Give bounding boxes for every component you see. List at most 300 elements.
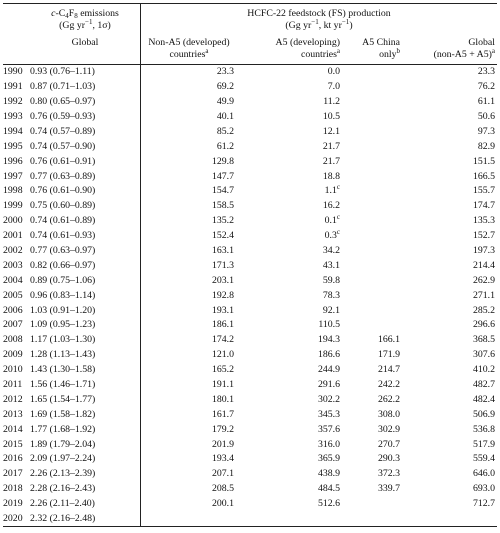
non-a5-cell: [141, 377, 238, 392]
table-row: [3, 318, 497, 333]
emissions-cell-value: 0.77 (0.63–0.89): [30, 170, 96, 182]
year-cell-value: 2019: [3, 498, 23, 510]
table-row: [3, 273, 497, 288]
a5-cell-value: 1.1: [324, 185, 337, 197]
a5-cell-value: 43.1: [322, 259, 340, 271]
global-fs-cell-value: 82.9: [477, 140, 495, 152]
year-cell-value: 2000: [3, 215, 23, 227]
global-fs-cell-value: 23.3: [477, 66, 495, 78]
non-a5-cell: [141, 467, 238, 482]
year-cell: [3, 511, 30, 526]
emissions-cell: [30, 348, 141, 363]
global-fs-cell-value: 482.7: [472, 379, 495, 390]
year-cell-value: 2007: [3, 319, 23, 331]
a5-cell-value: 484.5: [317, 483, 340, 495]
emissions-cell: [30, 154, 141, 169]
table-row: [3, 229, 497, 244]
a5-china-cell: [342, 467, 402, 482]
a5-cell-value: 18.8: [322, 170, 340, 182]
a5-china-cell: [342, 407, 402, 422]
year-cell-value: 1999: [3, 200, 23, 212]
non-a5-cell-value: 69.2: [216, 81, 234, 93]
non-a5-cell-value: 23.3: [216, 66, 234, 78]
global-fs-cell: [402, 169, 497, 184]
a5-cell: [237, 184, 342, 199]
table-row: [3, 199, 497, 214]
table-row: [3, 303, 497, 318]
a5-cell-value: 0.3: [324, 230, 337, 242]
global-fs-cell: [402, 482, 497, 497]
global-fs-cell: [402, 392, 497, 407]
non-a5-cell: [141, 363, 238, 378]
global-fs-cell-value: 285.2: [472, 304, 495, 316]
a5-cell: [237, 333, 342, 348]
emissions-cell: [30, 80, 141, 95]
a5-china-cell: [342, 318, 402, 333]
emissions-cell-value: 0.76 (0.59–0.93): [30, 110, 96, 122]
a5-cell-value: 12.1: [322, 125, 340, 137]
a5-china-cell: [342, 139, 402, 154]
table-row: [3, 467, 497, 482]
emissions-cell: [30, 482, 141, 497]
a5-cell-value: 10.5: [322, 110, 340, 122]
a5-china-cell-value: 339.7: [377, 483, 400, 495]
emissions-cell: [30, 497, 141, 512]
a5-cell: [237, 363, 342, 378]
a5-china-cell: [342, 273, 402, 288]
non-a5-cell: [141, 348, 238, 363]
emissions-cell: [30, 467, 141, 482]
emissions-cell-value: 1.65 (1.54–1.77): [30, 393, 96, 405]
emissions-cell-value: 2.32 (2.16–2.48): [30, 513, 96, 525]
non-a5-cell: [141, 139, 238, 154]
a5-cell: [237, 139, 342, 154]
emissions-cell-value: 1.17 (1.03–1.30): [30, 334, 96, 346]
a5-cell: [237, 169, 342, 184]
emissions-cell-value: 1.56 (1.46–1.71): [30, 379, 96, 390]
year-cell-value: 2004: [3, 274, 23, 286]
non-a5-cell: [141, 511, 238, 526]
global-fs-cell-value: 166.5: [472, 170, 495, 182]
emissions-cell-value: 0.74 (0.61–0.93): [30, 230, 96, 242]
year-cell-value: 1992: [3, 96, 23, 108]
emissions-cell-value: 0.93 (0.76–1.11): [30, 66, 95, 78]
emissions-cell-value: 1.03 (0.91–1.20): [30, 304, 96, 316]
a5-china-cell: [342, 169, 402, 184]
a5-cell-value: 11.2: [323, 96, 340, 108]
a5-cell: [237, 392, 342, 407]
year-cell: [3, 80, 30, 95]
year-cell-value: 2012: [3, 393, 23, 405]
year-cell: [3, 288, 30, 303]
year-cell-value: 1993: [3, 110, 23, 122]
year-cell: [3, 95, 30, 110]
a5-china-cell: [342, 333, 402, 348]
header-spacer: [3, 4, 30, 34]
global-fs-cell-value: 296.6: [472, 319, 495, 331]
a5-china-cell-value: 270.7: [377, 438, 400, 450]
a5-china-cell: [342, 363, 402, 378]
year-cell: [3, 482, 30, 497]
year-cell-value: 2011: [3, 379, 23, 390]
global-fs-cell-value: 214.4: [472, 259, 495, 271]
a5-cell-value: 244.9: [317, 364, 340, 376]
year-cell-value: 2006: [3, 304, 23, 316]
non-a5-cell-value: 152.4: [211, 230, 234, 242]
table-row: [3, 243, 497, 258]
footnote-marker: c: [336, 213, 340, 222]
year-cell-value: 2010: [3, 364, 23, 376]
emissions-cell-value: 1.28 (1.13–1.43): [30, 349, 96, 361]
non-a5-cell-value: 161.7: [211, 408, 234, 420]
global-fs-cell-value: 61.1: [477, 96, 495, 108]
a5-cell: [237, 482, 342, 497]
a5-cell: [237, 124, 342, 139]
year-cell: [3, 258, 30, 273]
table-row: [3, 497, 497, 512]
emissions-cell-value: 0.80 (0.65–0.97): [30, 96, 96, 108]
emissions-cell-value: 0.74 (0.57–0.89): [30, 125, 96, 137]
year-cell: [3, 422, 30, 437]
table-row: [3, 80, 497, 95]
a5-cell: [237, 229, 342, 244]
col-header-global-emissions: Global: [30, 34, 141, 64]
a5-cell-value: 316.0: [317, 438, 340, 450]
a5-cell: [237, 243, 342, 258]
global-fs-cell: [402, 273, 497, 288]
year-cell-value: 1997: [3, 170, 23, 182]
global-fs-cell-value: 50.6: [477, 110, 495, 122]
emissions-cell: [30, 407, 141, 422]
global-fs-cell-value: 174.7: [472, 200, 495, 212]
non-a5-cell: [141, 497, 238, 512]
table-row: [3, 169, 497, 184]
non-a5-cell-value: 129.8: [211, 155, 234, 167]
global-fs-cell: [402, 422, 497, 437]
emissions-cell: [30, 273, 141, 288]
table-row: [3, 437, 497, 452]
table-row: [3, 139, 497, 154]
global-fs-cell-value: 693.0: [472, 483, 495, 495]
global-fs-cell: [402, 109, 497, 124]
global-fs-cell-value: 76.2: [477, 81, 495, 93]
header-row-1: [3, 4, 497, 34]
emissions-cell-value: 2.28 (2.16–2.43): [30, 483, 96, 495]
emissions-cell: [30, 288, 141, 303]
table-row: [3, 95, 497, 110]
a5-china-cell: [342, 511, 402, 526]
non-a5-cell-value: 135.2: [211, 215, 234, 227]
table-row: [3, 482, 497, 497]
emissions-cell-value: 0.76 (0.61–0.91): [30, 155, 96, 167]
a5-china-cell: [342, 497, 402, 512]
year-cell: [3, 497, 30, 512]
global-fs-cell-value: 307.6: [472, 349, 495, 361]
a5-cell-value: 186.6: [317, 349, 340, 361]
emissions-cell-value: 2.09 (1.97–2.24): [30, 453, 96, 465]
emissions-cell: [30, 318, 141, 333]
a5-cell: [237, 154, 342, 169]
year-cell-value: 2016: [3, 453, 23, 465]
year-cell: [3, 467, 30, 482]
non-a5-cell: [141, 80, 238, 95]
global-fs-cell: [402, 363, 497, 378]
non-a5-cell-value: 61.2: [216, 140, 234, 152]
header-row-2: [3, 34, 497, 64]
table-row: [3, 511, 497, 526]
a5-cell: [237, 80, 342, 95]
non-a5-cell-value: 193.4: [211, 453, 234, 465]
non-a5-cell: [141, 407, 238, 422]
year-cell: [3, 318, 30, 333]
table-row: [3, 154, 497, 169]
header-spacer-2: [3, 34, 30, 64]
col-header-a5-china: A5 China only$^b$: [362, 36, 400, 60]
a5-china-cell: [342, 124, 402, 139]
footnote-marker: c: [336, 183, 340, 192]
global-fs-cell: [402, 333, 497, 348]
data-table: [3, 3, 497, 527]
a5-china-cell: [342, 482, 402, 497]
table-row: [3, 109, 497, 124]
emissions-cell: [30, 392, 141, 407]
a5-china-cell: [342, 303, 402, 318]
non-a5-cell: [141, 392, 238, 407]
non-a5-cell: [141, 318, 238, 333]
a5-cell: [237, 64, 342, 79]
non-a5-cell-value: 203.1: [211, 274, 234, 286]
a5-cell: [237, 318, 342, 333]
a5-cell: [237, 422, 342, 437]
non-a5-cell-value: 193.1: [211, 304, 234, 316]
global-fs-cell-value: 151.5: [472, 155, 495, 167]
a5-cell: [237, 497, 342, 512]
table-row: [3, 363, 497, 378]
a5-cell: [237, 258, 342, 273]
a5-china-cell: [342, 437, 402, 452]
non-a5-cell: [141, 288, 238, 303]
global-fs-cell: [402, 258, 497, 273]
year-cell-value: 1990: [3, 66, 23, 78]
a5-china-cell-value: 242.2: [377, 379, 400, 390]
global-fs-cell: [402, 318, 497, 333]
a5-china-cell: [342, 348, 402, 363]
a5-cell: [237, 467, 342, 482]
year-cell-value: 2009: [3, 349, 23, 361]
a5-china-cell-value: 214.7: [377, 364, 400, 376]
a5-china-cell: [342, 243, 402, 258]
global-fs-cell: [402, 243, 497, 258]
emissions-cell-value: 0.87 (0.71–1.03): [30, 81, 96, 93]
global-fs-cell: [402, 437, 497, 452]
feedstock-header: HCFC-22 feedstock (FS) production (Gg $yr^{-1}$, kt $yr^{-1}$): [141, 4, 498, 34]
year-cell-value: 2013: [3, 408, 23, 420]
emissions-cell: [30, 109, 141, 124]
a5-cell: [237, 109, 342, 124]
non-a5-cell: [141, 482, 238, 497]
col-header-global-fs: Global $(non-A5 + A5)^a$: [433, 36, 495, 60]
a5-cell-value: 0.1: [324, 215, 337, 227]
year-cell-value: 2018: [3, 483, 23, 495]
global-fs-cell-value: 506.9: [472, 408, 495, 420]
footnote-marker: c: [336, 228, 340, 237]
non-a5-cell-value: 40.1: [216, 110, 234, 122]
emissions-cell: [30, 452, 141, 467]
non-a5-cell-value: 165.2: [211, 364, 234, 376]
a5-cell: [237, 303, 342, 318]
year-cell: [3, 452, 30, 467]
a5-china-cell: [342, 392, 402, 407]
global-fs-cell: [402, 467, 497, 482]
table-row: [3, 407, 497, 422]
non-a5-cell: [141, 214, 238, 229]
a5-cell-value: 7.0: [327, 81, 340, 93]
emissions-cell-value: 2.26 (2.13–2.39): [30, 468, 96, 480]
a5-china-cell-value: 262.2: [377, 393, 400, 405]
global-fs-cell-value: 712.7: [472, 498, 495, 510]
emissions-cell: [30, 303, 141, 318]
table-row: [3, 258, 497, 273]
global-fs-cell: [402, 139, 497, 154]
non-a5-cell: [141, 124, 238, 139]
a5-china-cell: [342, 184, 402, 199]
global-fs-cell: [402, 511, 497, 526]
emissions-cell-value: 2.26 (2.11–2.40): [30, 498, 95, 510]
global-fs-cell-value: 271.1: [472, 289, 495, 301]
year-cell: [3, 348, 30, 363]
non-a5-cell-value: 49.9: [216, 96, 234, 108]
emissions-cell: [30, 124, 141, 139]
a5-cell-value: 21.7: [322, 155, 340, 167]
table-row: [3, 288, 497, 303]
a5-cell-value: 59.8: [322, 274, 340, 286]
non-a5-cell-value: 154.7: [211, 185, 234, 197]
a5-china-cell: [342, 377, 402, 392]
emissions-cell: [30, 333, 141, 348]
global-fs-cell-value: 536.8: [472, 423, 495, 435]
a5-cell: [237, 199, 342, 214]
global-fs-cell-value: 646.0: [472, 468, 495, 480]
non-a5-cell-value: 147.7: [211, 170, 234, 182]
non-a5-cell: [141, 169, 238, 184]
global-fs-cell: [402, 288, 497, 303]
emissions-cell-value: 1.09 (0.95–1.23): [30, 319, 96, 331]
year-cell: [3, 229, 30, 244]
a5-cell: [237, 511, 342, 526]
year-cell-value: 1991: [3, 81, 23, 93]
emissions-cell-value: 0.74 (0.61–0.89): [30, 215, 96, 227]
emissions-cell-value: 0.96 (0.83–1.14): [30, 289, 96, 301]
emissions-cell-value: 1.89 (1.79–2.04): [30, 438, 96, 450]
table-row: [3, 377, 497, 392]
year-cell: [3, 64, 30, 79]
emissions-cell: [30, 169, 141, 184]
emissions-cell: [30, 511, 141, 526]
table-row: [3, 452, 497, 467]
table-row: [3, 214, 497, 229]
non-a5-cell-value: 180.1: [211, 393, 234, 405]
global-fs-cell: [402, 64, 497, 79]
year-cell: [3, 407, 30, 422]
a5-cell-value: 21.7: [322, 140, 340, 152]
non-a5-cell-value: 163.1: [211, 244, 234, 256]
non-a5-cell: [141, 64, 238, 79]
table-row: [3, 64, 497, 79]
a5-china-cell-value: 372.3: [377, 468, 400, 480]
emissions-cell-value: 0.76 (0.61–0.90): [30, 185, 96, 197]
a5-cell-value: 512.6: [317, 498, 340, 510]
global-fs-cell: [402, 497, 497, 512]
global-fs-cell: [402, 303, 497, 318]
global-fs-cell: [402, 199, 497, 214]
col-header-non-a5: Non-A5 (developed) countries$^a$: [148, 36, 230, 60]
emissions-cell-value: 0.89 (0.75–1.06): [30, 274, 96, 286]
non-a5-cell: [141, 243, 238, 258]
a5-china-cell: [342, 95, 402, 110]
a5-china-cell: [342, 80, 402, 95]
non-a5-cell-value: 186.1: [211, 319, 234, 331]
global-fs-cell: [402, 229, 497, 244]
a5-china-cell-value: 290.3: [377, 453, 400, 465]
year-cell: [3, 109, 30, 124]
a5-china-cell: [342, 199, 402, 214]
global-fs-cell-value: 410.2: [472, 364, 495, 376]
emissions-cell-value: 1.69 (1.58–1.82): [30, 408, 96, 420]
year-cell-value: 2003: [3, 259, 23, 271]
a5-cell: [237, 407, 342, 422]
non-a5-cell: [141, 154, 238, 169]
year-cell: [3, 377, 30, 392]
year-cell: [3, 273, 30, 288]
a5-cell-value: 78.3: [322, 289, 340, 301]
table-row: [3, 124, 497, 139]
year-cell-value: 1995: [3, 140, 23, 152]
emissions-cell-value: 0.77 (0.63–0.97): [30, 244, 96, 256]
emissions-cell-value: 1.77 (1.68–1.92): [30, 423, 96, 435]
a5-cell-value: 302.2: [317, 393, 340, 405]
non-a5-cell-value: 121.0: [211, 349, 234, 361]
a5-cell-value: 291.6: [317, 379, 340, 390]
a5-china-cell-value: 308.0: [377, 408, 400, 420]
non-a5-cell: [141, 437, 238, 452]
emissions-cell: [30, 437, 141, 452]
year-cell-value: 2001: [3, 230, 23, 242]
non-a5-cell-value: 192.8: [211, 289, 234, 301]
year-cell-value: 2005: [3, 289, 23, 301]
a5-china-cell-value: 302.9: [377, 423, 400, 435]
non-a5-cell: [141, 303, 238, 318]
emissions-cell: [30, 184, 141, 199]
non-a5-cell: [141, 109, 238, 124]
global-fs-cell: [402, 154, 497, 169]
year-cell: [3, 214, 30, 229]
year-cell-value: 1994: [3, 125, 23, 137]
global-fs-cell-value: 559.4: [472, 453, 495, 465]
non-a5-cell: [141, 184, 238, 199]
global-fs-cell-value: 368.5: [472, 334, 495, 346]
year-cell: [3, 154, 30, 169]
a5-cell-value: 92.1: [322, 304, 340, 316]
non-a5-cell-value: 207.1: [211, 468, 234, 480]
emissions-cell-value: 0.82 (0.66–0.97): [30, 259, 96, 271]
year-cell: [3, 392, 30, 407]
table-row: [3, 184, 497, 199]
table-row: [3, 348, 497, 363]
non-a5-cell-value: 191.1: [211, 379, 234, 390]
non-a5-cell-value: 179.2: [211, 423, 234, 435]
emissions-cell: [30, 214, 141, 229]
table-row: [3, 333, 497, 348]
